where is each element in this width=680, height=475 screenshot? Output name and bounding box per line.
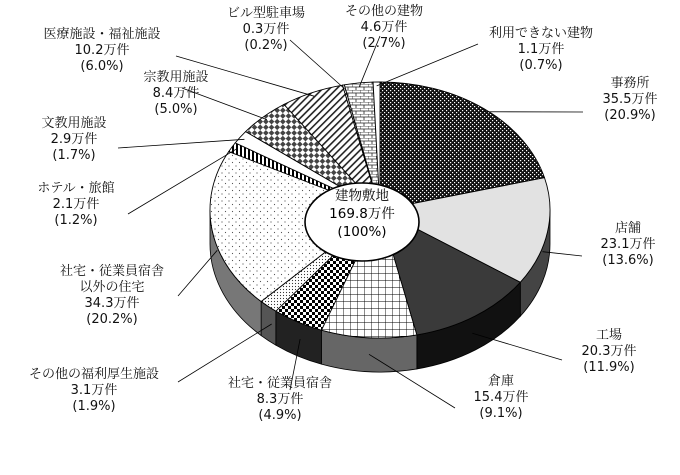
slice-label-warehouse: 倉庫 15.4万件 (9.1%) — [473, 374, 529, 421]
slice-label-other-housing: 社宅・従業員宿舎 以外の住宅 34.3万件 (20.2%) — [59, 264, 164, 327]
slice-label-store: 店舗 23.1万件 (13.6%) — [600, 221, 656, 268]
slice-label-factory: 工場 20.3万件 (11.9%) — [581, 328, 637, 375]
slice-label-education: 文教用施設 2.9万件 (1.7%) — [41, 116, 107, 163]
slice-label-other-buildings: その他の建物 4.6万件 (2.7%) — [344, 4, 423, 51]
slice-label-company-housing: 社宅・従業員宿舎 8.3万件 (4.9%) — [227, 376, 332, 423]
slice-label-medical: 医療施設・福祉施設 10.2万件 (6.0%) — [43, 27, 161, 74]
leader-line-factory — [472, 333, 562, 360]
slice-label-other-welfare: その他の福利厚生施設 3.1万件 (1.9%) — [28, 367, 159, 414]
slice-label-parking: ビル型駐車場 0.3万件 (0.2%) — [226, 6, 305, 53]
slice-label-religious: 宗教用施設 8.4万件 (5.0%) — [143, 70, 209, 117]
leader-line-education — [118, 139, 244, 148]
slice-label-office: 事務所 35.5万件 (20.9%) — [602, 76, 658, 123]
center-label-value: 169.8万件 — [329, 206, 395, 222]
slice-label-hotel: ホテル・旅館 2.1万件 (1.2%) — [37, 181, 115, 228]
center-label-percent: (100%) — [337, 224, 387, 240]
center-label-name: 建物敷地 — [335, 188, 389, 204]
slice-label-unusable: 利用できない建物 1.1万件 (0.7%) — [488, 26, 593, 73]
center-label — [305, 187, 419, 241]
leader-line-other-welfare — [178, 324, 272, 382]
leader-line-other-housing — [178, 250, 217, 296]
